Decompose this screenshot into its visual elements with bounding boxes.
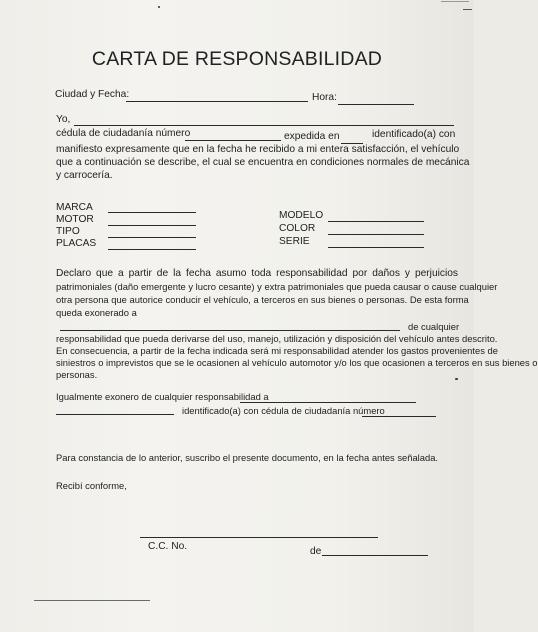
document-title: CARTA DE RESPONSABILIDAD [91, 48, 383, 70]
scan-edge-mark [441, 1, 469, 2]
declaration-line-4: queda exonerado a [56, 307, 137, 318]
de-label: de [310, 546, 322, 557]
declaration-line-2: patrimoniales (daño emergente y lucro cesante) y extra patrimoniales que pueda causar o cause cualquier [56, 281, 498, 292]
field-line-serie [328, 247, 424, 248]
declaration-line-8: siniestros o imprevistos que se le ocasionen al vehículo automotor y/o los que ocasionen a terceros en sus bienes o [56, 357, 538, 368]
exoneration-line-2: identificado(a) con cédula de ciudadanía número [182, 405, 385, 416]
field-line-placas [108, 249, 196, 250]
field-line-modelo [328, 221, 424, 222]
intro-line-3: que a continuación se describe, el cual se encuentra en condiciones normales de mecánica [56, 157, 470, 168]
de-line [322, 555, 428, 556]
received-label: Recibí conforme, [56, 480, 127, 491]
cc-label: C.C. No. [148, 541, 188, 552]
intro-line-2: manifiesto expresamente que en la fecha he recibido a mi entera satisfacción, el vehículo [56, 144, 460, 155]
field-label-color: COLOR [279, 223, 316, 234]
place-date-label: Ciudad y Fecha: [55, 89, 130, 100]
intro-line-4: y carrocería. [56, 170, 113, 181]
field-line-tipo [108, 237, 196, 238]
field-label-serie: SERIE [279, 236, 310, 247]
place-date-line [126, 101, 308, 102]
footer-line [34, 600, 150, 601]
name-line [74, 125, 454, 126]
scan-speck [158, 6, 160, 8]
declaration-line-7: En consecuencia, a partir de la fecha indicada será mi responsabilidad atender los gastos provenientes de [56, 345, 498, 356]
id-number-line [185, 140, 281, 141]
declaration-line-1: Declaro que a partir de la fecha asumo toda responsabilidad por daños y perjuicios [56, 268, 458, 279]
declaration-line-5: de cualquier [408, 321, 460, 332]
field-line-marca [108, 212, 196, 213]
exoneration-prefix-line [56, 414, 174, 415]
time-line [338, 104, 414, 105]
scan-edge-mark [463, 9, 472, 10]
declaration-line-9: personas. [56, 369, 98, 380]
exoneration-id-line [362, 416, 436, 417]
field-label-motor: MOTOR [56, 214, 94, 225]
exonerated-party-line [60, 330, 400, 331]
greeting: Yo, [56, 114, 71, 125]
field-label-tipo: TIPO [56, 226, 80, 237]
field-label-modelo: MODELO [279, 210, 324, 221]
time-label: Hora: [312, 92, 337, 103]
declaration-line-6: responsabilidad que pueda derivarse del uso, manejo, utilización y disposición del vehículo antes descrito. [56, 333, 498, 344]
exoneration-line-1: Igualmente exonero de cualquier responsabilidad a [56, 391, 269, 402]
declaration-line-3: otra persona que autorice conducir el vehículo, a terceros en sus bienes o personas. De esta forma [56, 294, 469, 305]
field-line-motor [108, 225, 196, 226]
intro-id-label: cédula de ciudadanía número [56, 128, 191, 139]
identified-label: identificado(a) con [372, 129, 456, 140]
scan-speck [455, 378, 458, 380]
field-label-marca: MARCA [56, 202, 93, 213]
field-label-placas: PLACAS [56, 238, 97, 249]
closing-statement: Para constancia de lo anterior, suscribo el presente documento, en la fecha antes señalada. [56, 452, 439, 463]
signature-line [140, 537, 378, 538]
field-line-color [328, 234, 424, 235]
issued-in-label: expedida en [284, 131, 340, 142]
exoneration-name-line [240, 402, 416, 403]
